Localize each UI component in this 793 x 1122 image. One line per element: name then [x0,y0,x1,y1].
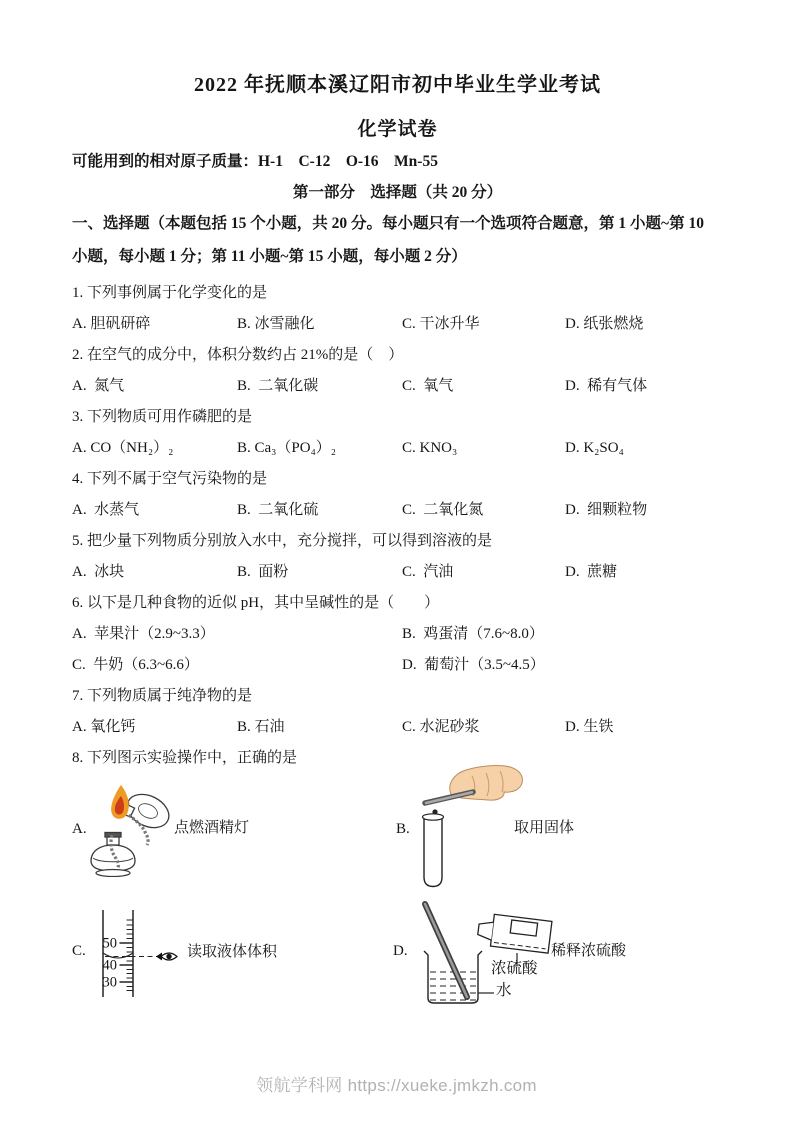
watermark: 领航学科网 https://xueke.jmkzh.com [256,1076,537,1095]
q6-option-b: B. 鸡蛋清（7.6~8.0） [402,626,544,642]
fig-d-caption: 稀释浓硫酸 [551,943,627,959]
q3-option-d: D. K₂SO₄ [565,440,624,456]
q5-option-c: C. 汽油 [402,564,454,580]
q6-option-d: D. 葡萄汁（3.5~4.5） [402,657,545,673]
section-intro-line2: 小题，每小题 1 分；第 11 小题~第 15 小题，每小题 2 分） [72,248,467,265]
q3-option-b: B. Ca₃（PO₄）₂ [237,440,337,456]
q5-stem: 5. 把少量下列物质分别放入水中，充分搅拌，可以得到溶液的是 [72,533,493,549]
reagent-bottle [477,913,552,954]
fig-a-label: A. [72,821,87,837]
q5-option-a: A. 冰块 [72,564,125,580]
solid-transfer-figure [415,763,530,891]
scale-50: 50 [102,935,117,952]
q1-option-b: B. 冰雪融化 [237,316,315,332]
fig-b-label: B. [396,821,410,837]
q3-option-a: A. CO（NH₂）₂ [72,440,174,456]
q5-options [72,557,723,588]
q4-option-d: D. 细颗粒物 [565,502,648,518]
fig-c-caption: 读取液体体积 [187,944,278,960]
q3-options [72,433,723,464]
exam-subtitle: 化学试卷 [357,119,438,140]
q2-stem: 2. 在空气的成分中，体积分数约占 21%的是（ ） [72,347,404,363]
graduated-cylinder-figure [96,905,196,1000]
q2-option-a: A. 氮气 [72,378,125,394]
q7-stem: 7. 下列物质属于纯净物的是 [72,688,253,704]
fig-a-caption: 点燃酒精灯 [174,820,250,836]
q4-option-a: A. 水蒸气 [72,502,140,518]
q1-option-a: A. 胆矾研碎 [72,316,151,332]
q5-option-b: B. 面粉 [237,564,289,580]
q7-option-c: C. 水泥砂浆 [402,719,480,735]
q3-stem: 3. 下列物质可用作磷肥的是 [72,409,253,425]
q7-option-a: A. 氧化钙 [72,719,136,735]
acid-label: 浓硫酸 [491,960,538,977]
exam-title: 2022 年抚顺本溪辽阳市初中毕业生学业考试 [194,74,601,96]
section-intro-line1: 一、选择题（本题包括 15 个小题，共 20 分。每小题只有一个选项符合题意，第 1 小题~第 10 [72,215,704,232]
q6-option-c: C. 牛奶（6.3~6.6） [72,657,199,673]
q2-option-b: B. 二氧化碳 [237,378,319,394]
q6-stem: 6. 以下是几种食物的近似 pH，其中呈碱性的是（ ） [72,595,440,611]
q6-options-cd [72,650,723,681]
q4-option-b: B. 二氧化硫 [237,502,319,518]
q7-options [72,712,723,743]
part-one-heading: 第一部分 选择题（共 20 分） [292,184,503,201]
exam-body [72,0,723,774]
fig-c-label: C. [72,943,86,959]
q7-option-d: D. 生铁 [565,719,614,735]
q5-option-d: D. 蔗糖 [565,564,618,580]
scale-40: 40 [102,957,117,974]
alcohol-lamp-figure [85,775,185,877]
q8-stem: 8. 下列图示实验操作中，正确的是 [72,750,298,766]
q4-option-c: C. 二氧化氮 [402,502,484,518]
q2-option-c: C. 氧气 [402,378,454,394]
water-label: 水 [496,982,512,999]
q6-options-ab [72,619,723,650]
fig-d-label: D. [393,943,408,959]
q1-option-d: D. 纸张燃烧 [565,316,644,332]
q1-options [72,309,723,340]
q6-option-a: A. 苹果汁（2.9~3.3） [72,626,215,642]
q2-options [72,371,723,402]
q7-option-b: B. 石油 [237,719,285,735]
fig-b-caption: 取用固体 [514,820,575,836]
test-tube [424,818,442,887]
q4-stem: 4. 下列不属于空气污染物的是 [72,471,268,487]
q1-stem: 1. 下列事例属于化学变化的是 [72,285,268,301]
q4-options [72,495,723,526]
q2-option-d: D. 稀有气体 [565,378,648,394]
scale-30: 30 [102,974,117,991]
q3-option-c: C. KNO₃ [402,440,458,456]
atomic-mass-note: 可能用到的相对原子质量：H-1 C-12 O-16 Mn-55 [72,153,438,170]
q1-option-c: C. 干冰升华 [402,316,480,332]
